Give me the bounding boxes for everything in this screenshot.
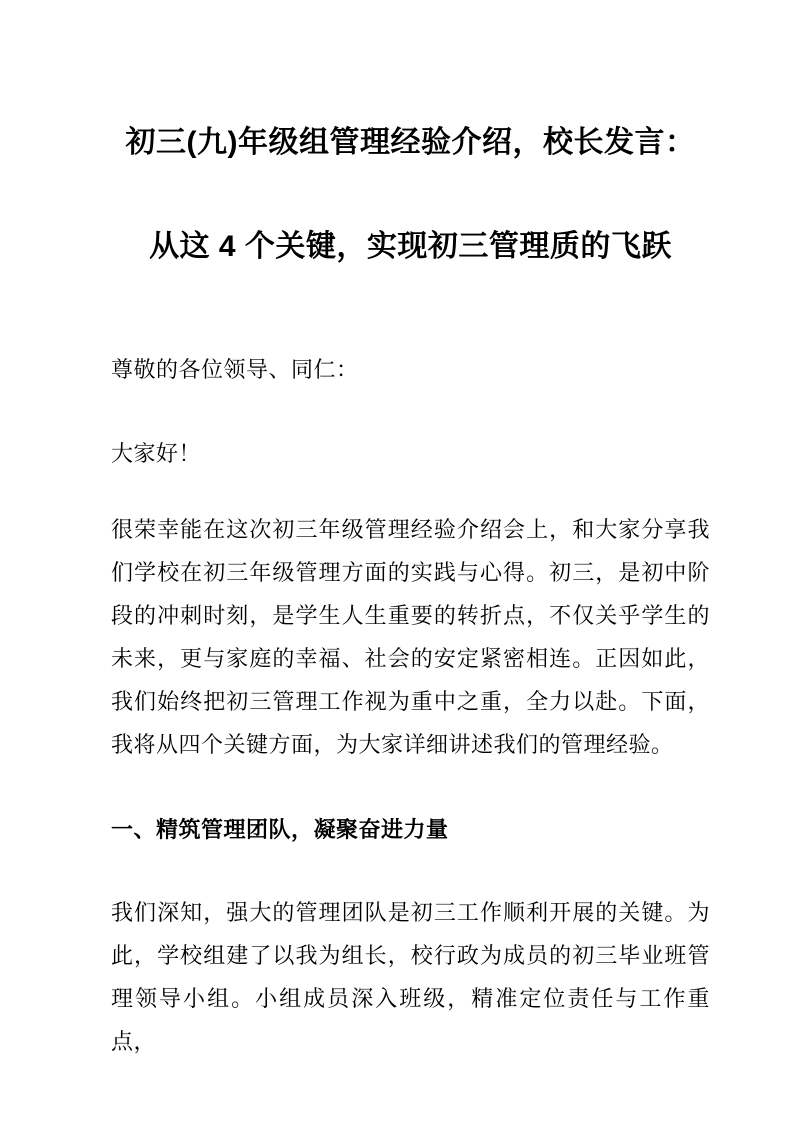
section-1-heading: 一、精筑管理团队，凝聚奋进力量 — [111, 817, 449, 842]
document-title-line-1: 初三(九)年级组管理经验介绍，校长发言： — [125, 126, 696, 159]
greeting-paragraph: 大家好！ — [111, 441, 202, 466]
section-1-paragraph: 我们深知，强大的管理团队是初三工作顺利开展的关键。为此，学校组建了以我为组长，校行政为成员的初三毕业班管理领导小组。小组成员深入班级，精准定位责任与工作重点， — [111, 900, 710, 1054]
document-title-line-2: 从这 4 个关键，实现初三管理质的飞跃 — [149, 230, 672, 263]
salutation-paragraph: 尊敬的各位领导、同仁： — [111, 357, 359, 382]
intro-paragraph: 很荣幸能在这次初三年级管理经验介绍会上，和大家分享我们学校在初三年级管理方面的实践与心得。初三，是初中阶段的冲刺时刻，是学生人生重要的转折点，不仅关乎学生的未来，更与家庭的幸福、社会的安定紧密相连。正因如此，我们始终把初三管理工作视为重中之重，全力以赴。下面，我将从四个关键方面，为大家详细讲述我们的管理经验。 — [111, 517, 710, 757]
